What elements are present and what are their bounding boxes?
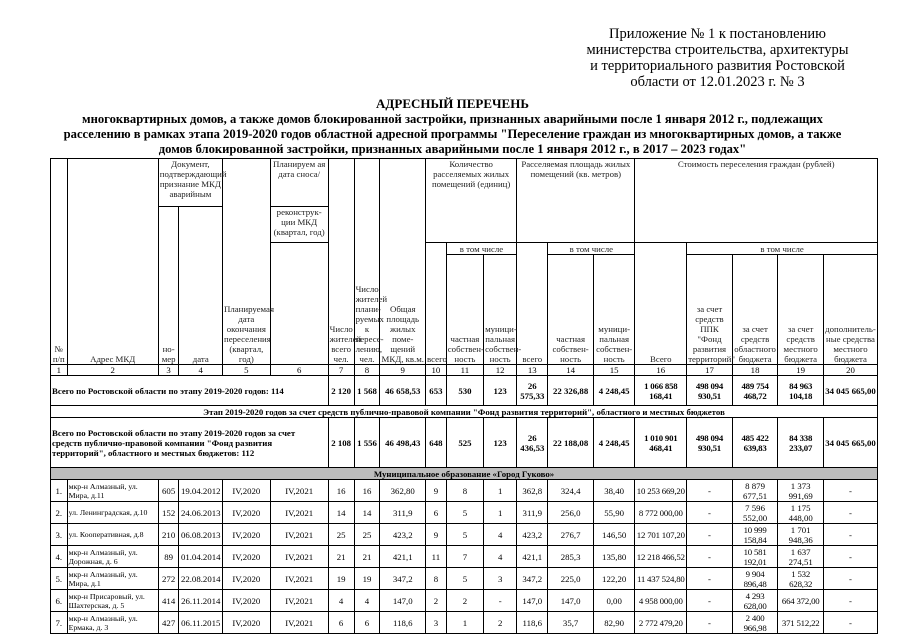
cell-residents: 6 bbox=[328, 612, 354, 634]
cell-cost-all: 12 218 466,52 bbox=[635, 546, 687, 568]
cell-region: 7 596 552,00 bbox=[732, 502, 778, 524]
cell-cost-all: 2 772 479,20 bbox=[635, 612, 687, 634]
cell-planned: 14 bbox=[354, 502, 380, 524]
cell-rooms-all: 3 bbox=[426, 612, 447, 634]
cell-date: 24.06.2013 bbox=[179, 502, 223, 524]
cell-residents: 19 bbox=[328, 568, 354, 590]
cell-residents: 21 bbox=[328, 546, 354, 568]
header-planned-date: Планируем ая дата сноса/ bbox=[270, 159, 328, 207]
column-number: 8 bbox=[354, 365, 380, 376]
cell-address: ул. Кооперативная, д.8 bbox=[67, 524, 158, 546]
cell-rooms-all: 9 bbox=[426, 480, 447, 502]
document-title: АДРЕСНЫЙ ПЕРЕЧЕНЬ bbox=[376, 96, 529, 111]
cell-end: IV,2020 bbox=[223, 502, 271, 524]
cell-cost-all: 1 066 858 168,41 bbox=[635, 376, 687, 406]
cell-area: 46 658,53 bbox=[380, 376, 426, 406]
cell-planned: 25 bbox=[354, 524, 380, 546]
cell-area-muni: 82,90 bbox=[593, 612, 634, 634]
cell-fund: - bbox=[687, 568, 733, 590]
column-number: 7 bbox=[328, 365, 354, 376]
cell-area-private: 276,7 bbox=[548, 524, 594, 546]
cell-area-private: 147,0 bbox=[548, 590, 594, 612]
cell-area-muni: 135,80 bbox=[593, 546, 634, 568]
cell-date: 26.11.2014 bbox=[179, 590, 223, 612]
cell-address: мкр-н Алмазный, ул. Дорожная, д. 6 bbox=[67, 546, 158, 568]
cell-area-all: 311,9 bbox=[517, 502, 548, 524]
cell-date: 19.04.2012 bbox=[179, 480, 223, 502]
header-rooms-count: Количество расселяемых жилых помещений (единиц) bbox=[426, 159, 517, 243]
cell-area-all: 147,0 bbox=[517, 590, 548, 612]
cell-rooms-private: 5 bbox=[446, 524, 483, 546]
cell-residents: 14 bbox=[328, 502, 354, 524]
cell-no: 6. bbox=[51, 590, 68, 612]
cell-cost-all: 11 437 524,80 bbox=[635, 568, 687, 590]
header-local: за счет средств местного бюджета bbox=[778, 255, 824, 365]
cell-date: 22.08.2014 bbox=[179, 568, 223, 590]
header-rooms-private: частная собствен- ность bbox=[446, 255, 483, 365]
header-incl: в том числе bbox=[687, 243, 878, 255]
cell-number: 210 bbox=[158, 524, 179, 546]
header-date: дата bbox=[179, 207, 223, 365]
cell-area-private: 35,7 bbox=[548, 612, 594, 634]
cell-planned: 21 bbox=[354, 546, 380, 568]
cell-area-muni: 146,50 bbox=[593, 524, 634, 546]
cell-rooms-muni: - bbox=[484, 590, 517, 612]
table-row bbox=[51, 524, 878, 546]
cell-fund: - bbox=[687, 612, 733, 634]
header-extra: дополнитель- ные средства местного бюджета bbox=[823, 255, 877, 365]
cell-rooms-all: 2 bbox=[426, 590, 447, 612]
header-reconstruct: реконструк- ции МКД (квартал, год) bbox=[270, 207, 328, 243]
header-fund: за счет средств ППК "Фонд развития территорий" bbox=[687, 255, 733, 365]
column-number: 10 bbox=[426, 365, 447, 376]
cell-rooms-all: 648 bbox=[426, 418, 447, 468]
column-number: 20 bbox=[823, 365, 877, 376]
cell-rooms-all: 6 bbox=[426, 502, 447, 524]
column-number: 4 bbox=[179, 365, 223, 376]
cell-area: 362,80 bbox=[380, 480, 426, 502]
cell-demo: IV,2021 bbox=[270, 502, 328, 524]
header-rooms-municipal: муници- пальная собствен- ность bbox=[484, 255, 517, 365]
cell-area-muni: 38,40 bbox=[593, 480, 634, 502]
cell-area-muni: 4 248,45 bbox=[593, 376, 634, 406]
cell-area: 147,0 bbox=[380, 590, 426, 612]
cell-region: 10 581 192,01 bbox=[732, 546, 778, 568]
document-subtitle: многоквартирных домов, а также домов блокированной застройки, признанных аварийными после 1 января 2012 г., подлежащих расселению в рамках этапа 2019-2020 годов областной адресной программы "Переселение граждан из многоквартирных домов, а также домов блокированной застройки, признанных аварийными после 1 января 2012 г., в 2017 – 2023 годах" bbox=[63, 112, 842, 156]
cell-area-all: 347,2 bbox=[517, 568, 548, 590]
cell-address: ул. Ленинградская, д.10 bbox=[67, 502, 158, 524]
cell-area: 118,6 bbox=[380, 612, 426, 634]
cell-address: мкр-н Алмазный, ул. Ермака, д. 3 bbox=[67, 612, 158, 634]
header-number: но- мер bbox=[158, 207, 179, 365]
cell-number: 272 bbox=[158, 568, 179, 590]
column-number: 11 bbox=[446, 365, 483, 376]
column-number: 17 bbox=[687, 365, 733, 376]
column-number: 3 bbox=[158, 365, 179, 376]
cell-rooms-private: 1 bbox=[446, 612, 483, 634]
cell-demo: IV,2021 bbox=[270, 590, 328, 612]
appendix-line: области от 12.01.2023 г. № 3 bbox=[630, 74, 805, 90]
table-row bbox=[51, 546, 878, 568]
cell-number: 605 bbox=[158, 480, 179, 502]
header-rooms-all: всего bbox=[426, 243, 447, 365]
municipality-row bbox=[51, 468, 878, 480]
cell-area-muni: 55,90 bbox=[593, 502, 634, 524]
cell-rooms-muni: 123 bbox=[484, 376, 517, 406]
cell-no: 1. bbox=[51, 480, 68, 502]
column-numbers-row bbox=[51, 365, 878, 376]
cell-region: 2 400 966,98 bbox=[732, 612, 778, 634]
header-incl: в том числе bbox=[548, 243, 635, 255]
cell-region: 489 754 468,72 bbox=[732, 376, 778, 406]
header-incl: в том числе bbox=[446, 243, 516, 255]
stage-total-label: Всего по Ростовской области по этапу 2019-2020 годов за счет средств публично-правовой компании "Фонд развития территорий", областного и местных бюджетов: 112 bbox=[51, 418, 329, 468]
table-row bbox=[51, 590, 878, 612]
cell-no: 5. bbox=[51, 568, 68, 590]
column-number: 18 bbox=[732, 365, 778, 376]
cell-local: 1 532 628,32 bbox=[778, 568, 824, 590]
cell-cost-all: 10 253 669,20 bbox=[635, 480, 687, 502]
cell-demo: IV,2021 bbox=[270, 546, 328, 568]
appendix-line: и территориального развития Ростовской bbox=[590, 58, 845, 74]
cell-area: 423,2 bbox=[380, 524, 426, 546]
cell-local: 1 175 448,00 bbox=[778, 502, 824, 524]
cell-area-muni: 0,00 bbox=[593, 590, 634, 612]
cell-area-private: 324,4 bbox=[548, 480, 594, 502]
address-list-table bbox=[50, 158, 878, 634]
cell-residents: 16 bbox=[328, 480, 354, 502]
cell-cost-all: 8 772 000,00 bbox=[635, 502, 687, 524]
cell-extra: - bbox=[823, 590, 877, 612]
header-residents: Число жителей всего чел. bbox=[328, 159, 354, 365]
cell-planned: 4 bbox=[354, 590, 380, 612]
cell-local: 664 372,00 bbox=[778, 590, 824, 612]
cell-extra: 34 045 665,00 bbox=[823, 418, 877, 468]
cell-area-all: 362,8 bbox=[517, 480, 548, 502]
cell-address: мкр-н Присаровый, ул. Шахтерская, д. 5 bbox=[67, 590, 158, 612]
table-row bbox=[51, 480, 878, 502]
header-area-private: частная собствен- ность bbox=[548, 255, 594, 365]
cell-extra: - bbox=[823, 502, 877, 524]
cell-date: 06.11.2015 bbox=[179, 612, 223, 634]
cell-local: 1 637 274,51 bbox=[778, 546, 824, 568]
appendix-note bbox=[560, 26, 875, 90]
stage-line-row bbox=[51, 406, 878, 418]
column-number: 9 bbox=[380, 365, 426, 376]
header-resettle-end: Планируемая дата окончания переселения (квартал, год) bbox=[223, 159, 271, 365]
cell-region: 485 422 639,83 bbox=[732, 418, 778, 468]
table-row bbox=[51, 568, 878, 590]
header-cost: Стоимость переселения граждан (рублей) bbox=[635, 159, 878, 243]
cell-planned: 19 bbox=[354, 568, 380, 590]
column-number: 6 bbox=[270, 365, 328, 376]
appendix-line: Приложение № 1 к постановлению bbox=[609, 26, 826, 42]
column-number: 16 bbox=[635, 365, 687, 376]
cell-end: IV,2020 bbox=[223, 546, 271, 568]
header-area-municipal: муници- пальная собствен- ность bbox=[593, 255, 634, 365]
cell-rooms-private: 5 bbox=[446, 502, 483, 524]
cell-area-all: 26 436,53 bbox=[517, 418, 548, 468]
cell-region: 8 879 677,51 bbox=[732, 480, 778, 502]
cell-planned: 16 bbox=[354, 480, 380, 502]
cell-rooms-muni: 1 bbox=[484, 502, 517, 524]
cell-end: IV,2020 bbox=[223, 590, 271, 612]
cell-demo: IV,2021 bbox=[270, 568, 328, 590]
cell-no: 4. bbox=[51, 546, 68, 568]
cell-area: 421,1 bbox=[380, 546, 426, 568]
header-address: Адрес МКД bbox=[67, 159, 158, 365]
cell-address: мкр-н Алмазный, ул. Мира, д.1 bbox=[67, 568, 158, 590]
cell-demo: IV,2021 bbox=[270, 480, 328, 502]
cell-rooms-private: 5 bbox=[446, 568, 483, 590]
header-region: за счет средств областного бюджета bbox=[732, 255, 778, 365]
cell-rooms-muni: 123 bbox=[484, 418, 517, 468]
column-number: 13 bbox=[517, 365, 548, 376]
header-cost-all: Всего bbox=[635, 243, 687, 365]
cell-residents: 2 120 bbox=[328, 376, 354, 406]
cell-rooms-muni: 3 bbox=[484, 568, 517, 590]
cell-fund: - bbox=[687, 480, 733, 502]
column-number: 1 bbox=[51, 365, 68, 376]
cell-rooms-private: 7 bbox=[446, 546, 483, 568]
header-rooms-area: Расселяемая площадь жилых помещений (кв. метров) bbox=[517, 159, 635, 243]
cell-planned: 1 568 bbox=[354, 376, 380, 406]
region-total-label: Всего по Ростовской области по этапу 2019-2020 годов: 114 bbox=[51, 376, 329, 406]
cell-number: 414 bbox=[158, 590, 179, 612]
cell-fund: - bbox=[687, 524, 733, 546]
cell-rooms-private: 525 bbox=[446, 418, 483, 468]
cell-area-private: 22 188,08 bbox=[548, 418, 594, 468]
cell-number: 89 bbox=[158, 546, 179, 568]
cell-local: 371 512,22 bbox=[778, 612, 824, 634]
column-number: 14 bbox=[548, 365, 594, 376]
cell-area: 311,9 bbox=[380, 502, 426, 524]
cell-demo: IV,2021 bbox=[270, 524, 328, 546]
cell-area-all: 118,6 bbox=[517, 612, 548, 634]
column-number: 15 bbox=[593, 365, 634, 376]
column-number: 12 bbox=[484, 365, 517, 376]
region-total-row bbox=[51, 376, 878, 406]
cell-rooms-all: 8 bbox=[426, 568, 447, 590]
cell-local: 84 963 104,18 bbox=[778, 376, 824, 406]
cell-extra: - bbox=[823, 480, 877, 502]
stage-total-row bbox=[51, 418, 878, 468]
column-number: 2 bbox=[67, 365, 158, 376]
cell-area-private: 225,0 bbox=[548, 568, 594, 590]
cell-number: 427 bbox=[158, 612, 179, 634]
cell-rooms-private: 8 bbox=[446, 480, 483, 502]
column-number: 5 bbox=[223, 365, 271, 376]
cell-area-private: 256,0 bbox=[548, 502, 594, 524]
cell-area-muni: 4 248,45 bbox=[593, 418, 634, 468]
cell-extra: - bbox=[823, 546, 877, 568]
cell-region: 9 904 896,48 bbox=[732, 568, 778, 590]
header-total-area: Общая площадь жилых поме- щений МКД, кв.м. bbox=[380, 159, 426, 365]
cell-number: 152 bbox=[158, 502, 179, 524]
cell-demo: IV,2021 bbox=[270, 612, 328, 634]
municipality-name: Муниципальное образование «Город Гуково» bbox=[51, 468, 878, 480]
cell-rooms-all: 653 bbox=[426, 376, 447, 406]
cell-region: 10 999 158,84 bbox=[732, 524, 778, 546]
cell-extra: - bbox=[823, 612, 877, 634]
cell-fund: - bbox=[687, 546, 733, 568]
cell-end: IV,2020 bbox=[223, 612, 271, 634]
cell-cost-all: 12 701 107,20 bbox=[635, 524, 687, 546]
cell-rooms-muni: 4 bbox=[484, 524, 517, 546]
cell-residents: 2 108 bbox=[328, 418, 354, 468]
cell-planned: 1 556 bbox=[354, 418, 380, 468]
cell-extra: 34 045 665,00 bbox=[823, 376, 877, 406]
stage-line: Этап 2019-2020 годов за счет средств публично-правовой компании "Фонд развития территорий", областного и местных бюджетов bbox=[51, 406, 878, 418]
cell-rooms-muni: 4 bbox=[484, 546, 517, 568]
cell-area-all: 423,2 bbox=[517, 524, 548, 546]
cell-no: 2. bbox=[51, 502, 68, 524]
cell-local: 1 373 991,69 bbox=[778, 480, 824, 502]
cell-region: 4 293 628,00 bbox=[732, 590, 778, 612]
cell-end: IV,2020 bbox=[223, 480, 271, 502]
cell-local: 1 701 948,36 bbox=[778, 524, 824, 546]
cell-area: 347,2 bbox=[380, 568, 426, 590]
cell-end: IV,2020 bbox=[223, 524, 271, 546]
appendix-line: министерства строительства, архитектуры bbox=[586, 42, 849, 58]
cell-fund: - bbox=[687, 502, 733, 524]
table-row bbox=[51, 612, 878, 634]
cell-rooms-private: 2 bbox=[446, 590, 483, 612]
cell-end: IV,2020 bbox=[223, 568, 271, 590]
header-planned-residents: Число жителей плани- руемых к пересе- лению, чел. bbox=[354, 159, 380, 365]
column-number: 19 bbox=[778, 365, 824, 376]
cell-no: 7. bbox=[51, 612, 68, 634]
cell-rooms-muni: 2 bbox=[484, 612, 517, 634]
cell-local: 84 338 233,07 bbox=[778, 418, 824, 468]
cell-cost-all: 4 958 000,00 bbox=[635, 590, 687, 612]
table-row bbox=[51, 502, 878, 524]
cell-area-all: 26 575,33 bbox=[517, 376, 548, 406]
cell-extra: - bbox=[823, 524, 877, 546]
cell-extra: - bbox=[823, 568, 877, 590]
cell-planned: 6 bbox=[354, 612, 380, 634]
cell-area: 46 498,43 bbox=[380, 418, 426, 468]
cell-area-muni: 122,20 bbox=[593, 568, 634, 590]
cell-rooms-all: 11 bbox=[426, 546, 447, 568]
cell-residents: 25 bbox=[328, 524, 354, 546]
header-no: № п/п bbox=[51, 159, 68, 365]
cell-address: мкр-н Алмазный, ул. Мира, д.11 bbox=[67, 480, 158, 502]
cell-date: 06.08.2013 bbox=[179, 524, 223, 546]
cell-fund: 498 094 930,51 bbox=[687, 418, 733, 468]
cell-residents: 4 bbox=[328, 590, 354, 612]
cell-rooms-muni: 1 bbox=[484, 480, 517, 502]
cell-no: 3. bbox=[51, 524, 68, 546]
cell-rooms-all: 9 bbox=[426, 524, 447, 546]
cell-date: 01.04.2014 bbox=[179, 546, 223, 568]
cell-area-private: 285,3 bbox=[548, 546, 594, 568]
cell-cost-all: 1 010 901 468,41 bbox=[635, 418, 687, 468]
cell-area-all: 421,1 bbox=[517, 546, 548, 568]
cell-fund: 498 094 930,51 bbox=[687, 376, 733, 406]
cell-fund: - bbox=[687, 590, 733, 612]
header-area-all: всего bbox=[517, 243, 548, 365]
cell-rooms-private: 530 bbox=[446, 376, 483, 406]
header-doc: Документ, подтверждающий признание МКД аварийным bbox=[158, 159, 222, 207]
cell-area-private: 22 326,88 bbox=[548, 376, 594, 406]
